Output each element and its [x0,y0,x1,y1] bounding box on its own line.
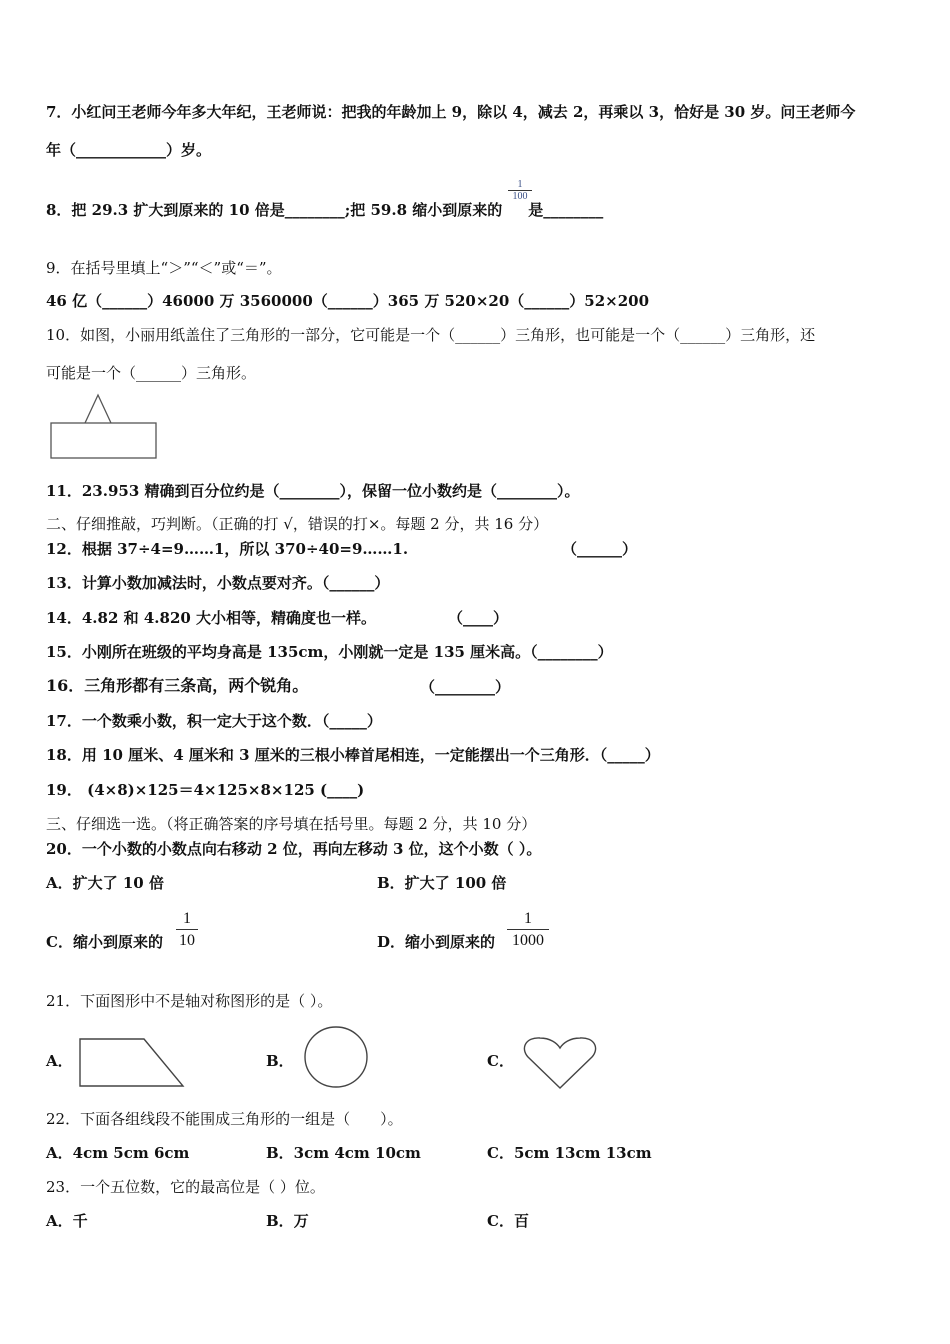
q11: 11．23.953 精确到百分位约是（________），保留一位小数约是（________）。 [46,482,580,500]
q22-option-b: B．3cm 4cm 10cm [266,1144,421,1162]
covered-triangle-figure [48,392,160,462]
q21-option-a: A． [46,1052,73,1070]
q23-stem: 23．一个五位数，它的最高位是（ ）位。 [46,1178,325,1196]
q14-text: 14．4.82 和 4.820 大小相等，精确度也一样。 [46,609,377,627]
q20-d-den: 1000 [512,932,544,949]
q20-option-d: D．缩小到原来的 [377,933,496,951]
q20-c-den: 10 [179,932,195,949]
q8-frac-den: 100 [512,191,528,202]
q9-line1: 9．在括号里填上“＞”“＜”或“＝”。 [46,259,282,277]
q20-stem: 20．一个小数的小数点向右移动 2 位，再向左移动 3 位，这个小数（ ）。 [46,840,542,858]
q22-stem: 22．下面各组线段不能围成三角形的一组是（ ）。 [46,1110,403,1128]
q10-line1: 10．如图，小丽用纸盖住了三角形的一部分，它可能是一个（______）三角形，也可能是一个（______）三角形，还 [46,326,816,344]
q12-blank: （______） [562,540,638,558]
section3-heading: 三、仔细选一选。（将正确答案的序号填在括号里。每题 2 分，共 10 分） [46,815,537,833]
q21-option-b: B． [266,1052,294,1070]
q8-fraction [508,179,532,202]
q10-line2: 可能是一个（______）三角形。 [46,364,257,382]
circle-shape [300,1024,372,1092]
q23-option-c: C．百 [487,1212,529,1230]
q21-option-c: C． [487,1052,514,1070]
q21-stem: 21．下面图形中不是轴对称图形的是（ ）。 [46,992,333,1010]
q9-line2: 46 亿（______）46000 万 3560000（______）365 万 520×20（______）52×200 [46,292,650,310]
q16-blank: （________） [420,678,511,696]
q16-text: 16．三角形都有三条高，两个锐角。 [46,676,309,695]
q8-frac-num: 1 [508,179,532,191]
q20-option-a: A．扩大了 10 倍 [46,874,164,892]
q7-line1: 7．小红问王老师今年多大年纪，王老师说：把我的年龄加上 9，除以 4，减去 2，再乘以 3，恰好是 30 岁。问王老师今 [46,103,856,121]
q22-option-a: A．4cm 5cm 6cm [46,1144,190,1162]
q8-part1: 8．把 29.3 扩大到原来的 10 倍是________;把 59.8 缩小到原来的 [46,201,503,219]
q7-line2: 年（____________）岁。 [46,141,212,159]
q12-text: 12．根据 37÷4=9……1，所以 370÷40=9……1. [46,540,409,558]
section2-heading: 二、仔细推敲，巧判断。（正确的打 √，错误的打×。每题 2 分，共 16 分） [46,515,549,533]
q19: 19． (4×8)×125＝4×125×8×125 (____) [46,781,365,799]
heart-shape [520,1034,600,1092]
q23-option-b: B．万 [266,1212,309,1230]
q20-c-num: 1 [176,908,198,930]
q14-blank: （____） [448,609,509,627]
q20-option-b: B．扩大了 100 倍 [377,874,507,892]
q20-c-fraction [176,908,198,951]
q15: 15．小刚所在班级的平均身高是 135cm，小刚就一定是 135 厘米高。（________） [46,643,613,661]
q12 [46,539,408,559]
q14 [46,608,376,628]
q20-option-c: C．缩小到原来的 [46,933,163,951]
trapezoid-shape [76,1035,188,1091]
q8-line [46,200,603,220]
q23-option-a: A．千 [46,1212,88,1230]
q8-part2: 是________ [528,201,604,219]
q20-d-fraction [507,908,549,951]
q17: 17．一个数乘小数，积一定大于这个数．（_____） [46,712,382,730]
q22-option-c: C．5cm 13cm 13cm [487,1144,652,1162]
q13: 13．计算小数加减法时，小数点要对齐。（______） [46,574,390,592]
q16 [46,676,308,696]
q18: 18．用 10 厘米、4 厘米和 3 厘米的三根小棒首尾相连，一定能摆出一个三角形．（_____） [46,746,660,764]
q20-d-num: 1 [507,908,549,930]
